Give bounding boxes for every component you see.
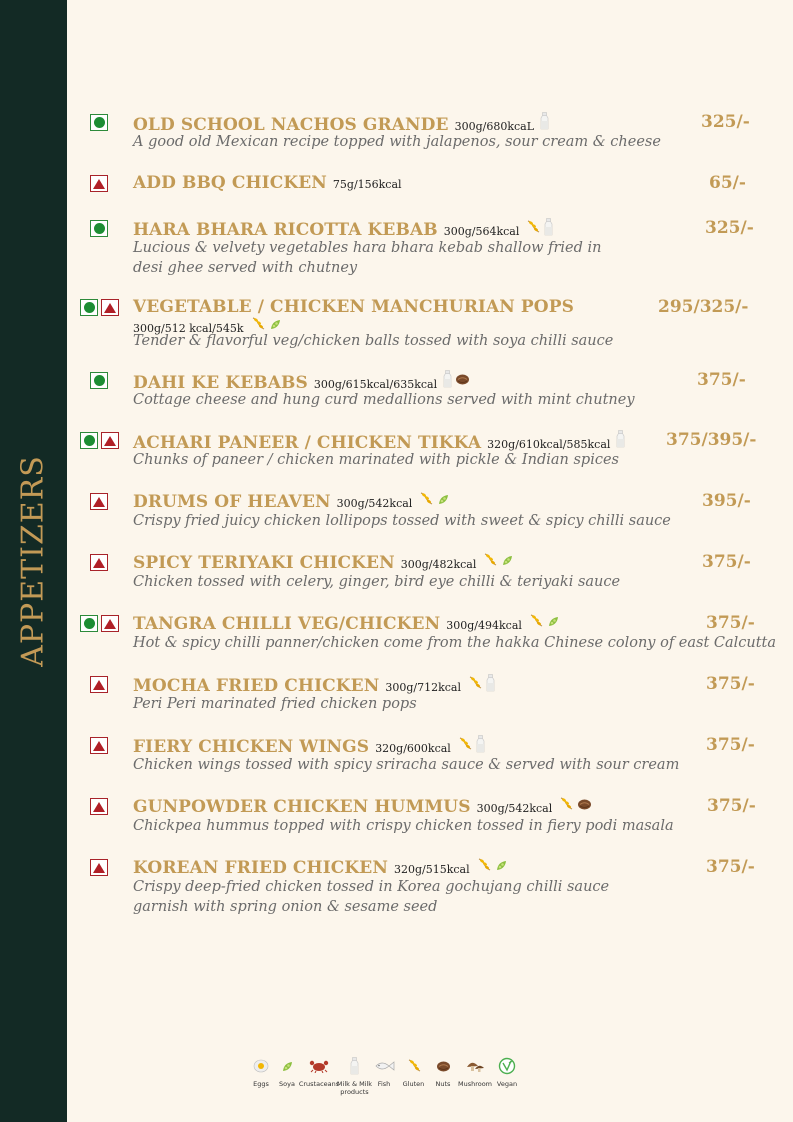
allergen-icons (457, 735, 485, 753)
soya-icon (281, 1056, 294, 1076)
milk-icon (486, 674, 495, 692)
legend-item (300, 1056, 338, 1096)
allergen-icons (482, 552, 514, 568)
gluten-icon (250, 316, 266, 332)
legend-item (338, 1056, 371, 1096)
diet-marks (80, 615, 119, 632)
allergen-icons (616, 430, 625, 448)
item-price: 375/- (706, 857, 755, 877)
nonveg-mark-icon (90, 859, 108, 876)
nuts-icon (436, 1056, 451, 1076)
nonveg-mark-icon (90, 493, 108, 510)
nonveg-mark-icon (101, 299, 119, 316)
allergen-icons (558, 796, 592, 812)
item-price: 65/- (709, 173, 746, 193)
nonveg-mark-icon (90, 676, 108, 693)
legend-item (456, 1056, 494, 1096)
soya-icon (547, 615, 560, 628)
soya-icon (501, 554, 514, 567)
item-description: garnish with spring onion & sesame seed (133, 899, 438, 915)
milk-icon (476, 735, 485, 753)
item-portion-calories: 300g/564kcal (443, 225, 520, 238)
legend-label: Nuts (435, 1080, 451, 1088)
item-name: FIERY CHICKEN WINGS (133, 737, 370, 757)
nonveg-mark-icon (90, 798, 108, 815)
item-price: 325/- (701, 112, 750, 132)
allergen-legend (248, 1056, 520, 1096)
fish-icon (373, 1056, 395, 1076)
milk-icon (544, 218, 553, 236)
item-price: 325/- (705, 218, 754, 238)
legend-label: Milk & Milk products (336, 1080, 373, 1096)
gluten-icon (467, 675, 483, 691)
item-name: MOCHA FRIED CHICKEN (133, 676, 380, 696)
item-portion-calories: 320g/515kcal (393, 863, 470, 876)
vegan-icon (498, 1056, 516, 1076)
item-description: Chunks of paneer / chicken marinated with pickle & Indian spices (133, 452, 619, 468)
item-name: ADD BBQ CHICKEN (133, 173, 327, 193)
diet-marks (90, 493, 108, 510)
item-name: SPICY TERIYAKI CHICKEN (133, 553, 395, 573)
item-portion-calories: 320g/610kcal/585kcal (487, 438, 611, 451)
item-name: HARA BHARA RICOTTA KEBAB (133, 220, 438, 240)
gluten-icon (528, 613, 544, 629)
veg-mark-icon (80, 299, 98, 316)
item-name: DRUMS OF HEAVEN (133, 492, 331, 512)
item-name: KOREAN FRIED CHICKEN (133, 858, 388, 878)
legend-item (274, 1056, 300, 1096)
diet-marks (90, 372, 108, 389)
allergen-icons (418, 491, 450, 507)
item-description: Lucious & velvety vegetables hara bhara kebab shallow fried in (133, 240, 602, 256)
item-portion-calories: 300g/482kcal (400, 558, 477, 571)
sidebar (0, 0, 67, 1122)
mushroom-icon (465, 1056, 485, 1076)
item-price: 375/395/- (666, 430, 757, 450)
legend-item (371, 1056, 397, 1096)
milk-icon (540, 112, 549, 130)
allergen-icons (467, 674, 495, 692)
item-portion-calories: 300g/542kcal (336, 497, 413, 510)
legend-label: Fish (377, 1080, 391, 1088)
nuts-icon (455, 373, 470, 386)
item-name: GUNPOWDER CHICKEN HUMMUS (133, 797, 471, 817)
veg-mark-icon (90, 220, 108, 237)
item-portion-calories: 75g/156kcal (332, 178, 402, 191)
veg-mark-icon (90, 372, 108, 389)
diet-marks (90, 175, 108, 192)
nonveg-mark-icon (101, 615, 119, 632)
legend-label: Soya (279, 1080, 295, 1088)
veg-mark-icon (80, 432, 98, 449)
item-description: Chicken tossed with celery, ginger, bird eye chilli & teriyaki sauce (133, 574, 621, 590)
diet-marks (90, 798, 108, 815)
nonveg-mark-icon (101, 432, 119, 449)
diet-marks (80, 432, 119, 449)
gluten-icon (457, 736, 473, 752)
milk-icon (443, 370, 452, 388)
allergen-icons (250, 316, 282, 332)
legend-label: Crustaceans (298, 1080, 340, 1088)
item-price: 375/- (706, 735, 755, 755)
item-portion-calories: 300g/512 kcal/545k (133, 322, 244, 335)
legend-label: Gluten (402, 1080, 425, 1088)
item-name: OLD SCHOOL NACHOS GRANDE (133, 115, 449, 135)
item-price: 375/- (706, 674, 755, 694)
item-portion-calories: 300g/494kcal (446, 619, 522, 632)
gluten-icon (418, 491, 434, 507)
item-description: desi ghee served with chutney (133, 260, 358, 276)
diet-marks (90, 554, 108, 571)
item-description: Tender & flavorful veg/chicken balls tossed with soya chilli sauce (133, 333, 614, 349)
item-description: A good old Mexican recipe topped with jalapenos, sour cream & cheese (133, 134, 661, 150)
item-portion-calories: 300g/712kcal (385, 681, 461, 694)
item-portion-calories: 300g/615kcal/635kcal (313, 378, 438, 391)
legend-item (397, 1056, 430, 1096)
item-name: VEGETABLE / CHICKEN MANCHURIAN POPS (133, 297, 574, 317)
item-portion-calories: 300g/542kcal (476, 802, 553, 815)
item-price: 375/- (706, 613, 755, 633)
item-name: DAHI KE KEBABS (133, 373, 308, 393)
item-description: Hot & spicy chilli panner/chicken come from the hakka Chinese colony of east Calcutta (133, 635, 777, 651)
legend-item (248, 1056, 274, 1096)
item-portion-calories: 320g/600kcal (375, 742, 451, 755)
nuts-icon (577, 798, 592, 811)
item-description: Cottage cheese and hung curd medallions served with mint chutney (133, 392, 635, 408)
nonveg-mark-icon (90, 175, 108, 192)
legend-item (430, 1056, 456, 1096)
item-description: Peri Peri marinated fried chicken pops (133, 696, 417, 712)
item-description: Chicken wings tossed with spicy sriracha sauce & served with sour cream (133, 757, 680, 773)
legend-label: Eggs (253, 1080, 269, 1088)
egg-icon (253, 1056, 269, 1076)
soya-icon (495, 859, 508, 872)
milk-icon (350, 1056, 359, 1076)
diet-marks (90, 737, 108, 754)
gluten-icon (482, 552, 498, 568)
gluten-icon (525, 219, 541, 235)
soya-icon (269, 318, 282, 331)
item-name: TANGRA CHILLI VEG/CHICKEN (133, 614, 441, 634)
gluten-icon (558, 796, 574, 812)
gluten-icon (406, 1056, 422, 1076)
crab-icon (309, 1056, 329, 1076)
allergen-icons (476, 857, 508, 873)
allergen-icons (443, 370, 470, 388)
veg-mark-icon (80, 615, 98, 632)
gluten-icon (476, 857, 492, 873)
item-description: Crispy fried juicy chicken lollipops tossed with sweet & spicy chilli sauce (133, 513, 671, 529)
legend-label: Vegan (496, 1080, 518, 1088)
item-price: 375/- (707, 796, 756, 816)
legend-item (494, 1056, 520, 1096)
allergen-icons (528, 613, 560, 629)
item-name: ACHARI PANEER / CHICKEN TIKKA (133, 433, 482, 453)
diet-marks (90, 220, 108, 237)
allergen-icons (540, 112, 549, 130)
diet-marks (80, 299, 119, 316)
diet-marks (90, 859, 108, 876)
nonveg-mark-icon (90, 554, 108, 571)
veg-mark-icon (90, 114, 108, 131)
section-title: APPETIZERS (15, 455, 51, 667)
item-description: Chickpea hummus topped with crispy chicken tossed in fiery podi masala (133, 818, 674, 834)
milk-icon (616, 430, 625, 448)
legend-label: Mushroom (457, 1080, 493, 1088)
diet-marks (90, 676, 108, 693)
nonveg-mark-icon (90, 737, 108, 754)
item-description: Crispy deep-fried chicken tossed in Korea gochujang chilli sauce (133, 879, 610, 895)
item-price: 295/325/- (658, 297, 749, 317)
diet-marks (90, 114, 108, 131)
soya-icon (437, 493, 450, 506)
item-price: 395/- (702, 491, 751, 511)
item-portion-calories: 300g/680kcaL (454, 120, 535, 133)
item-price: 375/- (702, 552, 751, 572)
item-price: 375/- (697, 370, 746, 390)
allergen-icons (525, 218, 553, 236)
